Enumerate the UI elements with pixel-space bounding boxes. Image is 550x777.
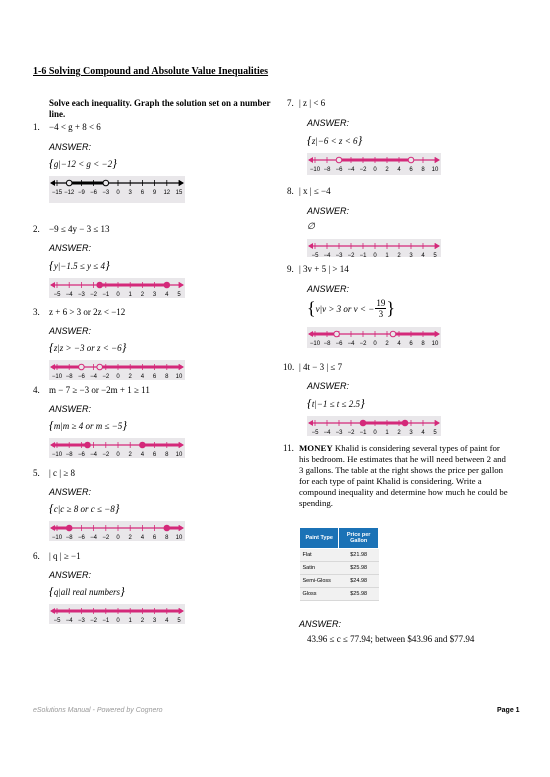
- tick-label: 8: [421, 167, 425, 173]
- problem-6-answer-set: {q|all real numbers}: [49, 584, 125, 598]
- problem-1-expression: −4 < g + 8 < 6: [49, 122, 101, 132]
- tick-label: 10: [431, 167, 439, 173]
- tick-label: 0: [116, 190, 120, 196]
- tick-label: −6: [335, 341, 343, 347]
- tick-label: 10: [175, 374, 183, 380]
- problem-9-answer-label: ANSWER:: [307, 284, 350, 294]
- axis-arrow-right: [435, 243, 440, 249]
- tick-label: 8: [165, 452, 169, 458]
- tick-label: −10: [51, 535, 63, 541]
- tick-label: 4: [140, 452, 145, 458]
- problem-6-number-line: [49, 604, 185, 624]
- tick-label: 0: [373, 253, 377, 257]
- closed-endpoint: [164, 525, 170, 531]
- problem-10-number-line: [307, 416, 441, 436]
- problem-4-answer-set: {m|m ≥ 4 or m ≤ −5}: [49, 418, 128, 432]
- open-endpoint: [408, 157, 414, 163]
- tick-label: 2: [128, 535, 132, 541]
- problem-11-number: 11.: [283, 443, 294, 453]
- tick-label: 1: [385, 430, 389, 436]
- page-number: Page 1: [497, 707, 520, 714]
- problem-11-answer: 43.96 ≤ c ≤ 77.94; between $43.96 and $77.94: [307, 634, 475, 644]
- problem-1-answer-set: {g|−12 < g < −2}: [49, 156, 117, 170]
- tick-label: −4: [323, 430, 331, 436]
- tick-label: −2: [347, 253, 355, 257]
- tick-label: 6: [152, 452, 157, 458]
- tick-label: 6: [152, 374, 157, 380]
- page-title: 1-6 Solving Compound and Absolute Value Inequalities: [33, 66, 269, 77]
- tick-label: −4: [65, 292, 73, 298]
- tick-label: −4: [90, 535, 98, 541]
- tick-label: 6: [140, 190, 145, 196]
- table-row: Semi-Gloss $24.98: [300, 575, 379, 588]
- tick-label: 1: [128, 292, 132, 298]
- tick-label: 10: [175, 452, 183, 458]
- tick-label: −2: [102, 374, 110, 380]
- tick-label: 3: [152, 618, 157, 624]
- paint-price-table: [299, 527, 379, 601]
- open-endpoint: [79, 364, 85, 370]
- tick-label: −4: [347, 167, 355, 173]
- tick-label: 3: [128, 190, 132, 196]
- tick-label: −6: [90, 190, 98, 196]
- tick-label: −4: [90, 452, 98, 458]
- problem-5-number: 5.: [33, 468, 40, 478]
- axis-arrow-left: [308, 157, 313, 163]
- tick-label: 0: [116, 535, 120, 541]
- closed-endpoint: [66, 525, 72, 531]
- tick-label: 0: [373, 167, 377, 173]
- axis-arrow-left: [50, 282, 55, 288]
- problem-11-text: MONEY Khalid is considering several types of paint for his bedroom. He estimates that he will need between 2 and 3 gallons. The table at the right shows the price per gallon for each type of paint Khalid is considering. Write a compound inequality and determine how much he could be spending.: [299, 443, 508, 508]
- problem-10-answer-label: ANSWER:: [307, 381, 350, 391]
- tick-label: −3: [77, 292, 85, 298]
- footer-credit: eSolutions Manual - Powered by Cognero: [33, 707, 163, 714]
- tick-label: 2: [128, 452, 132, 458]
- closed-endpoint: [402, 420, 408, 426]
- problem-9-expression: | 3v + 5 | > 14: [299, 264, 349, 274]
- tick-label: −8: [323, 341, 331, 347]
- tick-label: −8: [65, 374, 73, 380]
- tick-label: 2: [385, 341, 389, 347]
- tick-label: −15: [51, 190, 63, 196]
- problem-10-expression: | 4t − 3 | ≤ 7: [299, 362, 343, 372]
- table-row: Flat $21.98: [300, 549, 379, 562]
- fraction-numerator: 19: [376, 298, 386, 308]
- problem-3-number-line: [49, 360, 185, 380]
- tick-label: −2: [90, 292, 98, 298]
- tick-label: −2: [90, 618, 98, 624]
- tick-label: 8: [165, 535, 169, 541]
- problem-1-number-line: [49, 176, 185, 203]
- tick-label: −2: [102, 452, 110, 458]
- closed-endpoint: [140, 442, 146, 448]
- problem-5-expression: | c | ≥ 8: [49, 468, 76, 478]
- tick-label: −4: [65, 618, 73, 624]
- problem-8-answer-label: ANSWER:: [307, 206, 350, 216]
- problem-2-answer-set: {y|−1.5 ≤ y ≤ 4}: [49, 258, 110, 272]
- open-endpoint: [390, 331, 396, 337]
- closed-endpoint: [97, 282, 103, 288]
- tick-label: −6: [77, 535, 85, 541]
- closed-endpoint: [85, 442, 91, 448]
- problem-10-number: 10.: [283, 362, 295, 372]
- fraction-denominator: 3: [378, 309, 384, 319]
- tick-label: −10: [51, 374, 63, 380]
- tick-label: 4: [140, 535, 145, 541]
- tick-label: −10: [309, 341, 321, 347]
- tick-label: −3: [102, 190, 110, 196]
- tick-label: 0: [373, 341, 377, 347]
- problem-2-expression: −9 ≤ 4y − 3 ≤ 13: [49, 224, 110, 234]
- axis-arrow-right: [435, 420, 440, 426]
- tick-label: 9: [152, 190, 157, 196]
- problem-2-answer-label: ANSWER:: [49, 243, 92, 253]
- problem-8-number: 8.: [287, 186, 294, 196]
- problem-3-answer-set: {z|z > −3 or z < −6}: [49, 340, 127, 354]
- problem-4-number: 4.: [33, 385, 40, 395]
- tick-label: 0: [373, 430, 377, 436]
- tick-label: 2: [140, 292, 145, 298]
- axis-arrow-left: [50, 180, 55, 186]
- closed-endpoint: [164, 282, 170, 288]
- tick-label: 5: [177, 292, 181, 298]
- problem-10-answer-set: {t|−1 ≤ t ≤ 2.5}: [307, 396, 365, 410]
- tick-label: −1: [359, 253, 367, 257]
- tick-label: −5: [311, 253, 319, 257]
- tick-label: −3: [335, 430, 343, 436]
- tick-label: 3: [409, 430, 413, 436]
- table-row: Gloss $25.98: [300, 588, 379, 601]
- tick-label: −2: [359, 167, 367, 173]
- problem-7-expression: | z | < 6: [299, 98, 326, 108]
- problem-2-number-line: [49, 278, 185, 298]
- problem-9-answer-set: { v|v > 3 or v < − $\frac{19}{3}$ }: [307, 298, 395, 319]
- tick-label: 4: [165, 292, 169, 298]
- tick-label: −2: [359, 341, 367, 347]
- tick-label: 6: [409, 341, 413, 347]
- tick-label: 3: [152, 292, 157, 298]
- tick-label: −10: [51, 452, 63, 458]
- tick-label: −4: [323, 253, 331, 257]
- open-endpoint: [97, 364, 103, 370]
- tick-label: 10: [431, 341, 439, 347]
- tick-label: 10: [175, 535, 183, 541]
- tick-label: 2: [128, 374, 132, 380]
- table-row: Satin $25.98: [300, 562, 379, 575]
- tick-label: −5: [53, 618, 61, 624]
- axis-arrow-left: [308, 420, 313, 426]
- tick-label: −6: [77, 374, 85, 380]
- tick-label: 5: [177, 618, 181, 624]
- axis-arrow-right: [179, 282, 184, 288]
- tick-label: 0: [116, 292, 120, 298]
- problem-3-number: 3.: [33, 307, 40, 317]
- problem-9-number-line: [307, 327, 441, 348]
- problem-4-answer-label: ANSWER:: [49, 404, 92, 414]
- tick-label: −2: [347, 430, 355, 436]
- problem-5-answer-label: ANSWER:: [49, 487, 92, 497]
- tick-label: 0: [116, 452, 120, 458]
- tick-label: 8: [165, 374, 169, 380]
- tick-label: 4: [421, 253, 425, 257]
- axis-arrow-right: [179, 180, 184, 186]
- tick-label: 2: [397, 430, 401, 436]
- tick-label: 3: [409, 253, 413, 257]
- problem-11-answer-label: ANSWER:: [299, 619, 342, 629]
- tick-label: −8: [65, 452, 73, 458]
- tick-label: −4: [90, 374, 98, 380]
- open-endpoint: [334, 331, 340, 337]
- instructions: Solve each inequality. Graph the solution set on a number line.: [49, 98, 271, 119]
- table-header-paint-type: Paint Type: [300, 528, 339, 549]
- tick-label: 1: [385, 253, 389, 257]
- axis-arrow-left: [308, 243, 313, 249]
- table-header-price: Price per Gallon: [339, 528, 379, 549]
- tick-label: −1: [102, 292, 110, 298]
- problem-4-number-line: [49, 438, 185, 458]
- tick-label: −1: [102, 618, 110, 624]
- problem-7-number-line: [307, 153, 441, 175]
- tick-label: 5: [433, 253, 437, 257]
- tick-label: 0: [116, 374, 120, 380]
- tick-label: −4: [347, 341, 355, 347]
- tick-label: 1: [128, 618, 132, 624]
- tick-label: −6: [335, 167, 343, 173]
- tick-label: −3: [335, 253, 343, 257]
- tick-label: 0: [116, 618, 120, 624]
- tick-label: 15: [175, 190, 183, 196]
- tick-label: 6: [409, 167, 413, 173]
- tick-label: −10: [309, 167, 321, 173]
- problem-7-number: 7.: [287, 98, 294, 108]
- tick-label: 8: [421, 341, 425, 347]
- tick-label: 4: [397, 167, 401, 173]
- problem-6-number: 6.: [33, 551, 40, 561]
- tick-label: 4: [165, 618, 169, 624]
- tick-label: 12: [163, 190, 171, 196]
- axis-arrow-right: [435, 157, 440, 163]
- tick-label: 2: [385, 167, 389, 173]
- problem-3-answer-label: ANSWER:: [49, 326, 92, 336]
- tick-label: 6: [152, 535, 157, 541]
- closed-endpoint: [360, 420, 366, 426]
- problem-7-answer-label: ANSWER:: [307, 118, 350, 128]
- tick-label: −6: [77, 452, 85, 458]
- problem-5-number-line: [49, 521, 185, 541]
- problem-8-number-line: [307, 239, 441, 257]
- open-endpoint: [336, 157, 342, 163]
- problem-4-expression: m − 7 ≥ −3 or −2m + 1 ≥ 11: [49, 385, 150, 395]
- tick-label: −3: [77, 618, 85, 624]
- open-endpoint: [66, 180, 72, 186]
- tick-label: −5: [53, 292, 61, 298]
- problem-2-number: 2.: [33, 224, 40, 234]
- problem-9-number: 9.: [287, 264, 294, 274]
- tick-label: 4: [397, 341, 401, 347]
- problem-8-expression: | x | ≤ −4: [299, 186, 331, 196]
- tick-label: −12: [64, 190, 75, 196]
- tick-label: 2: [140, 618, 145, 624]
- problem-1-answer-label: ANSWER:: [49, 142, 92, 152]
- tick-label: −8: [65, 535, 73, 541]
- problem-3-expression: z + 6 > 3 or 2z < −12: [49, 307, 126, 317]
- tick-label: 4: [140, 374, 145, 380]
- problem-5-answer-set: {c|c ≥ 8 or c ≤ −8}: [49, 501, 120, 515]
- open-endpoint: [103, 180, 109, 186]
- problem-6-expression: | q | ≥ −1: [49, 551, 81, 561]
- problem-7-answer-set: {z|−6 < z < 6}: [307, 133, 363, 147]
- problem-1-number: 1.: [33, 122, 40, 132]
- tick-label: −2: [102, 535, 110, 541]
- tick-label: 4: [421, 430, 425, 436]
- tick-label: 2: [397, 253, 401, 257]
- tick-label: −8: [323, 167, 331, 173]
- problem-8-answer-set: ∅: [307, 221, 315, 231]
- tick-label: −1: [359, 430, 367, 436]
- problem-6-answer-label: ANSWER:: [49, 570, 92, 580]
- tick-label: −9: [77, 190, 85, 196]
- tick-label: −5: [311, 430, 319, 436]
- tick-label: 5: [433, 430, 437, 436]
